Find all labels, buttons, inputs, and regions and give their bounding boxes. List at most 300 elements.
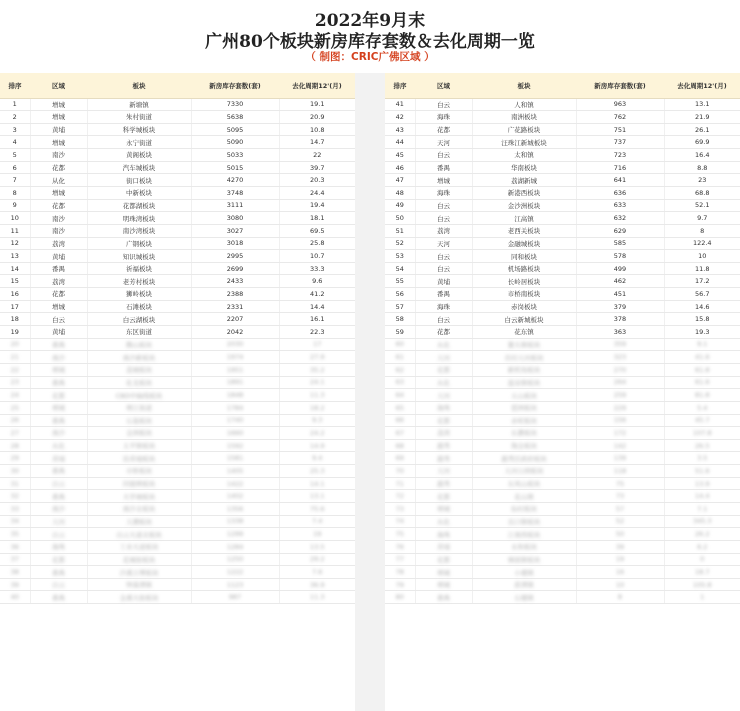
district-cell: 海珠 — [415, 300, 472, 313]
destock-cycle-cell: 41.6 — [664, 351, 740, 364]
table-row — [0, 212, 355, 225]
district-cell: 番禺 — [30, 414, 87, 427]
district-cell: 增城 — [415, 578, 472, 591]
table-row — [385, 503, 740, 516]
report-date-title: 2022年9月末 — [314, 11, 426, 31]
inventory-cell: 118 — [576, 465, 664, 478]
table-header-row — [0, 73, 355, 98]
table-row — [385, 300, 740, 313]
district-cell: 荔湾 — [415, 427, 472, 440]
district-cell: 花都 — [415, 363, 472, 376]
sector-cell: 永和板块 — [472, 540, 576, 553]
table-row — [385, 98, 740, 111]
district-cell: 增城 — [30, 186, 87, 199]
district-cell: 黄埔 — [30, 250, 87, 263]
table-row — [385, 591, 740, 604]
district-cell: 花都 — [415, 553, 472, 566]
inventory-cell: 264 — [576, 376, 664, 389]
rank-cell: 60 — [385, 338, 415, 351]
sector-cell: 南洲板块 — [472, 111, 576, 124]
rank-cell: 3 — [0, 123, 30, 136]
sector-cell: 梯面镇板块 — [472, 553, 576, 566]
rank-cell: 32 — [0, 490, 30, 503]
district-cell: 增城 — [30, 401, 87, 414]
report-title: 广州80个板块新房库存套数＆去化周期一览 — [205, 32, 535, 52]
district-cell: 荔湾 — [30, 237, 87, 250]
district-cell: 白云 — [415, 98, 472, 111]
inventory-cell: 16 — [576, 566, 664, 579]
destock-cycle-cell: 16.4 — [664, 149, 740, 162]
destock-cycle-cell: 26.2 — [664, 528, 740, 541]
rank-cell: 38 — [0, 566, 30, 579]
rank-cell: 74 — [385, 515, 415, 528]
rank-cell: 4 — [0, 136, 30, 149]
inventory-cell: 751 — [576, 123, 664, 136]
district-cell: 天河 — [415, 389, 472, 402]
sector-cell: 永宁街道 — [87, 136, 191, 149]
sector-cell: 东漖板块 — [472, 427, 576, 440]
rank-cell: 17 — [0, 300, 30, 313]
destock-cycle-cell: 17.2 — [664, 275, 740, 288]
destock-cycle-cell: 18.7 — [664, 566, 740, 579]
destock-cycle-cell: 5.4 — [664, 401, 740, 414]
destock-cycle-cell: 14.4 — [664, 490, 740, 503]
destock-cycle-cell: 69.9 — [664, 136, 740, 149]
rank-cell: 23 — [0, 376, 30, 389]
inventory-cell: 1405 — [191, 465, 279, 478]
table-row — [0, 174, 355, 187]
rank-cell: 26 — [0, 414, 30, 427]
sector-cell: 南沙北板块 — [87, 503, 191, 516]
sector-cell: 小楼镇 — [472, 566, 576, 579]
district-cell: 花都 — [415, 123, 472, 136]
inventory-cell: 737 — [576, 136, 664, 149]
rank-cell: 72 — [385, 490, 415, 503]
sector-cell: 白云大道北板块 — [87, 528, 191, 541]
sector-cell: 淘金板块 — [472, 439, 576, 452]
destock-cycle-cell: 1 — [664, 591, 740, 604]
inventory-cell: 7330 — [191, 98, 279, 111]
destock-cycle-cell: 11.3 — [279, 389, 355, 402]
inventory-cell: 1123 — [191, 578, 279, 591]
table-row — [385, 528, 740, 541]
destock-cycle-cell: 22 — [279, 149, 355, 162]
district-cell: 从化 — [415, 338, 472, 351]
district-cell: 海珠 — [415, 186, 472, 199]
inventory-cell: 963 — [576, 98, 664, 111]
sector-cell: 老芳村板块 — [87, 275, 191, 288]
rank-cell: 11 — [0, 224, 30, 237]
sector-cell: 花都湖板块 — [87, 199, 191, 212]
inventory-cell: 462 — [576, 275, 664, 288]
district-cell: 番禺 — [30, 262, 87, 275]
table-row — [0, 427, 355, 440]
inventory-cell: 363 — [576, 326, 664, 339]
destock-cycle-cell: 22.3 — [279, 326, 355, 339]
rank-cell: 69 — [385, 452, 415, 465]
inventory-cell: 139 — [576, 452, 664, 465]
inventory-cell: 5033 — [191, 149, 279, 162]
rank-header: 排序 — [0, 73, 30, 98]
rank-cell: 70 — [385, 465, 415, 478]
sector-cell: 派潭镇 — [472, 578, 576, 591]
rank-cell: 78 — [385, 566, 415, 579]
district-cell: 白云 — [30, 477, 87, 490]
inventory-cell: 378 — [576, 313, 664, 326]
sector-cell: 朱村街道 — [87, 111, 191, 124]
sector-cell: 石滩板块 — [87, 300, 191, 313]
rank-cell: 50 — [385, 212, 415, 225]
destock-cycle-cell: 19.4 — [279, 199, 355, 212]
destock-cycle-cell: 24.2 — [279, 427, 355, 440]
inventory-cell: 156 — [576, 414, 664, 427]
sector-cell: 金融城板块 — [472, 237, 576, 250]
rank-cell: 73 — [385, 503, 415, 516]
district-cell: 黄埔 — [30, 326, 87, 339]
rank-cell: 19 — [0, 326, 30, 339]
destock-cycle-cell: 41.2 — [279, 288, 355, 301]
inventory-cell: 641 — [576, 174, 664, 187]
sector-cell: 老西关板块 — [472, 224, 576, 237]
inventory-cell: 3111 — [191, 199, 279, 212]
destock-cycle-cell: 107.8 — [664, 427, 740, 440]
table-header-row — [385, 73, 740, 98]
district-cell: 南沙 — [30, 427, 87, 440]
rank-cell: 58 — [385, 313, 415, 326]
inventory-cell: 5095 — [191, 123, 279, 136]
district-cell: 从化 — [415, 376, 472, 389]
destock-cycle-cell: 14.6 — [664, 300, 740, 313]
inventory-cell: 1592 — [191, 439, 279, 452]
district-cell: 荔湾 — [30, 275, 87, 288]
rank-cell: 16 — [0, 288, 30, 301]
table-row — [0, 237, 355, 250]
district-cell: 南沙 — [30, 224, 87, 237]
destock-cycle-cell: 24.4 — [279, 186, 355, 199]
destock-cycle-cell: 61.8 — [664, 363, 740, 376]
table-row — [385, 313, 740, 326]
inventory-cell: 2699 — [191, 262, 279, 275]
inventory-cell: 716 — [576, 161, 664, 174]
sector-header: 板块 — [472, 73, 576, 98]
district-cell: 海珠 — [415, 401, 472, 414]
district-cell: 越秀 — [415, 477, 472, 490]
sector-cell: 五山板块 — [472, 389, 576, 402]
table-row — [0, 503, 355, 516]
table-row — [0, 136, 355, 149]
destock-cycle-cell: 39.7 — [279, 161, 355, 174]
table-row — [385, 111, 740, 124]
rank-cell: 48 — [385, 186, 415, 199]
rank-cell: 51 — [385, 224, 415, 237]
rank-cell: 52 — [385, 237, 415, 250]
sector-cell: 石楼镇 — [472, 591, 576, 604]
table-row — [0, 111, 355, 124]
sector-cell: 沙溪万博板块 — [87, 566, 191, 579]
sector-cell: 金洲板块 — [87, 427, 191, 440]
table-row — [0, 313, 355, 326]
table-row — [0, 224, 355, 237]
inventory-cell: 2388 — [191, 288, 279, 301]
rank-cell: 30 — [0, 465, 30, 478]
destock-cycle-cell: 18.1 — [279, 212, 355, 225]
table-row — [385, 186, 740, 199]
sector-cell: 化龙板块 — [87, 376, 191, 389]
table-row — [0, 477, 355, 490]
inventory-header: 新房库存套数(套) — [191, 73, 279, 98]
sector-cell: 仙村板块 — [472, 503, 576, 516]
destock-cycle-cell: 13.9 — [664, 477, 740, 490]
rank-cell: 68 — [385, 439, 415, 452]
rank-cell: 63 — [385, 376, 415, 389]
destock-cycle-cell: 21.9 — [664, 111, 740, 124]
sector-cell: 腾山板块 — [87, 338, 191, 351]
destock-cycle-cell: 69.5 — [279, 224, 355, 237]
district-cell: 番禺 — [30, 338, 87, 351]
rank-cell: 8 — [0, 186, 30, 199]
sector-cell: 新港西板块 — [472, 186, 576, 199]
district-cell: 白云 — [30, 578, 87, 591]
sector-cell: 人和镇 — [472, 98, 576, 111]
rank-header: 排序 — [385, 73, 415, 98]
sector-cell: 金溪大街板块 — [87, 591, 191, 604]
district-cell: 番禺 — [415, 591, 472, 604]
district-cell: 增城 — [30, 111, 87, 124]
inventory-cell: 57 — [576, 503, 664, 516]
table-row — [0, 186, 355, 199]
destock-cycle-cell: 52.1 — [664, 199, 740, 212]
rank-cell: 80 — [385, 591, 415, 604]
destock-cycle-cell: 11.8 — [664, 262, 740, 275]
rank-cell: 57 — [385, 300, 415, 313]
inventory-cell: 636 — [576, 186, 664, 199]
rank-cell: 6 — [0, 161, 30, 174]
sector-cell: 金沙洲板块 — [472, 199, 576, 212]
rank-cell: 71 — [385, 477, 415, 490]
sector-cell: 南沙湾板块 — [87, 224, 191, 237]
sector-cell: 狮岭板块 — [87, 288, 191, 301]
inventory-cell: 323 — [576, 351, 664, 364]
rank-cell: 34 — [0, 515, 30, 528]
district-cell: 白云 — [415, 313, 472, 326]
inventory-cell: 52 — [576, 515, 664, 528]
destock-cycle-cell: 25.3 — [279, 465, 355, 478]
inventory-cell: 629 — [576, 224, 664, 237]
table-row — [385, 414, 740, 427]
district-cell: 越秀 — [415, 452, 472, 465]
table-row — [0, 149, 355, 162]
sector-cell: 东风山板块 — [472, 477, 576, 490]
table-row — [385, 326, 740, 339]
inventory-cell: 2207 — [191, 313, 279, 326]
table-row — [385, 477, 740, 490]
table-row — [0, 300, 355, 313]
table-row — [0, 123, 355, 136]
inventory-cell: 632 — [576, 212, 664, 225]
sector-cell: 花山镇 — [472, 490, 576, 503]
destock-cycle-cell: 17 — [279, 338, 355, 351]
sector-cell: 明珠湾板块 — [87, 212, 191, 225]
table-row — [385, 224, 740, 237]
sector-cell: 市桥板块 — [87, 465, 191, 478]
table-row — [0, 414, 355, 427]
district-header: 区域 — [30, 73, 87, 98]
rank-cell: 53 — [385, 250, 415, 263]
district-cell: 天河 — [415, 465, 472, 478]
rank-cell: 55 — [385, 275, 415, 288]
inventory-cell: 1784 — [191, 401, 279, 414]
sector-cell: 荔湖新城 — [472, 174, 576, 187]
table-row — [0, 199, 355, 212]
sector-cell: 花城街板块 — [87, 553, 191, 566]
table-row — [385, 553, 740, 566]
table-row — [385, 351, 740, 364]
rank-cell: 67 — [385, 427, 415, 440]
destock-cycle-cell: 14.1 — [279, 477, 355, 490]
rank-cell: 12 — [0, 237, 30, 250]
table-row — [385, 540, 740, 553]
sector-cell: 华南板块 — [472, 161, 576, 174]
district-cell: 花都 — [415, 326, 472, 339]
rank-cell: 2 — [0, 111, 30, 124]
destock-cycle-cell: 9.6 — [279, 275, 355, 288]
table-row — [0, 439, 355, 452]
table-row — [385, 288, 740, 301]
destock-cycle-cell: 0 — [664, 553, 740, 566]
inventory-cell: 270 — [576, 363, 664, 376]
inventory-cell: 1848 — [191, 389, 279, 402]
inventory-cell: 1581 — [191, 452, 279, 465]
district-cell: 白云 — [415, 212, 472, 225]
rank-cell: 44 — [385, 136, 415, 149]
sector-cell: 白云湖板块 — [87, 313, 191, 326]
destock-cycle-cell: 8 — [664, 224, 740, 237]
destock-cycle-cell: 61.6 — [664, 376, 740, 389]
sector-cell: 员村天河板块 — [472, 351, 576, 364]
district-cell: 天河 — [30, 515, 87, 528]
inventory-cell: 1740 — [191, 414, 279, 427]
table-row — [0, 515, 355, 528]
rank-cell: 56 — [385, 288, 415, 301]
table-row — [385, 439, 740, 452]
destock-cycle-cell: 75.6 — [279, 503, 355, 516]
inventory-cell: 5638 — [191, 111, 279, 124]
rank-cell: 62 — [385, 363, 415, 376]
left-ranking-table — [0, 73, 355, 604]
sector-header: 板块 — [87, 73, 191, 98]
table-row — [385, 262, 740, 275]
sector-cell: 赤岗板块 — [472, 300, 576, 313]
table-row — [385, 515, 740, 528]
table-row — [385, 161, 740, 174]
table-row — [0, 98, 355, 111]
table-row — [385, 578, 740, 591]
sector-cell: 太平镇板块 — [87, 439, 191, 452]
rank-cell: 41 — [385, 98, 415, 111]
district-cell: 越秀 — [415, 439, 472, 452]
inventory-cell: 3018 — [191, 237, 279, 250]
sector-cell: 江南西板块 — [472, 528, 576, 541]
inventory-cell: 39 — [576, 540, 664, 553]
district-cell: 海珠 — [415, 528, 472, 541]
destock-cycle-cell: 14.4 — [279, 300, 355, 313]
destock-cycle-cell: 15.8 — [664, 313, 740, 326]
table-row — [0, 452, 355, 465]
rank-cell: 13 — [0, 250, 30, 263]
inventory-cell: 3027 — [191, 224, 279, 237]
sector-cell: 街口板块 — [87, 174, 191, 187]
destock-cycle-cell: 10.7 — [279, 250, 355, 263]
sector-cell: 温泉镇板块 — [472, 376, 576, 389]
rank-cell: 1 — [0, 98, 30, 111]
inventory-cell: 50 — [576, 528, 664, 541]
sector-cell: 同和板块 — [472, 250, 576, 263]
rank-cell: 35 — [0, 528, 30, 541]
sector-cell: 中新板块 — [87, 186, 191, 199]
table-row — [0, 566, 355, 579]
district-cell: 南沙 — [30, 212, 87, 225]
district-cell: 番禺 — [30, 376, 87, 389]
table-row — [385, 174, 740, 187]
sector-cell: 市桥南板块 — [472, 288, 576, 301]
destock-cycle-cell: 24.1 — [279, 376, 355, 389]
rank-cell: 54 — [385, 262, 415, 275]
inventory-cell: 1660 — [191, 427, 279, 440]
district-cell: 白云 — [415, 262, 472, 275]
inventory-cell: 585 — [576, 237, 664, 250]
destock-cycle-cell: 26.5 — [664, 439, 740, 452]
district-cell: 番禺 — [30, 591, 87, 604]
district-cell: 增城 — [30, 300, 87, 313]
table-row — [385, 123, 740, 136]
table-row — [0, 591, 355, 604]
sector-cell: 天潮板块 — [87, 515, 191, 528]
rank-cell: 43 — [385, 123, 415, 136]
destock-cycle-cell: 33.3 — [279, 262, 355, 275]
destock-cycle-cell: 19 — [279, 528, 355, 541]
sector-cell: 增江街道 — [87, 401, 191, 414]
destock-cycle-cell: 20.3 — [279, 174, 355, 187]
destock-cycle-cell: 6.2 — [664, 540, 740, 553]
rank-cell: 28 — [0, 439, 30, 452]
destock-cycle-cell: 16.1 — [279, 313, 355, 326]
destock-cycle-cell: 14.7 — [279, 136, 355, 149]
table-row — [385, 566, 740, 579]
table-row — [0, 376, 355, 389]
district-cell: 海珠 — [415, 111, 472, 124]
rank-cell: 7 — [0, 174, 30, 187]
rank-cell: 47 — [385, 174, 415, 187]
district-cell: 白云 — [415, 199, 472, 212]
district-cell: 番禺 — [415, 161, 472, 174]
inventory-cell: 578 — [576, 250, 664, 263]
district-cell: 花都 — [30, 161, 87, 174]
district-cell: 黄埔 — [30, 452, 87, 465]
rank-cell: 31 — [0, 477, 30, 490]
destock-cycle-cell: 9.3 — [279, 414, 355, 427]
inventory-cell: 2433 — [191, 275, 279, 288]
inventory-cell: 451 — [576, 288, 664, 301]
rank-cell: 29 — [0, 452, 30, 465]
district-cell: 黄埔 — [415, 275, 472, 288]
inventory-cell: 73 — [576, 490, 664, 503]
table-row — [0, 465, 355, 478]
inventory-cell: 1338 — [191, 515, 279, 528]
inventory-cell: 142 — [576, 439, 664, 452]
inventory-cell: 1402 — [191, 490, 279, 503]
rank-cell: 10 — [0, 212, 30, 225]
district-cell: 花都 — [415, 414, 472, 427]
